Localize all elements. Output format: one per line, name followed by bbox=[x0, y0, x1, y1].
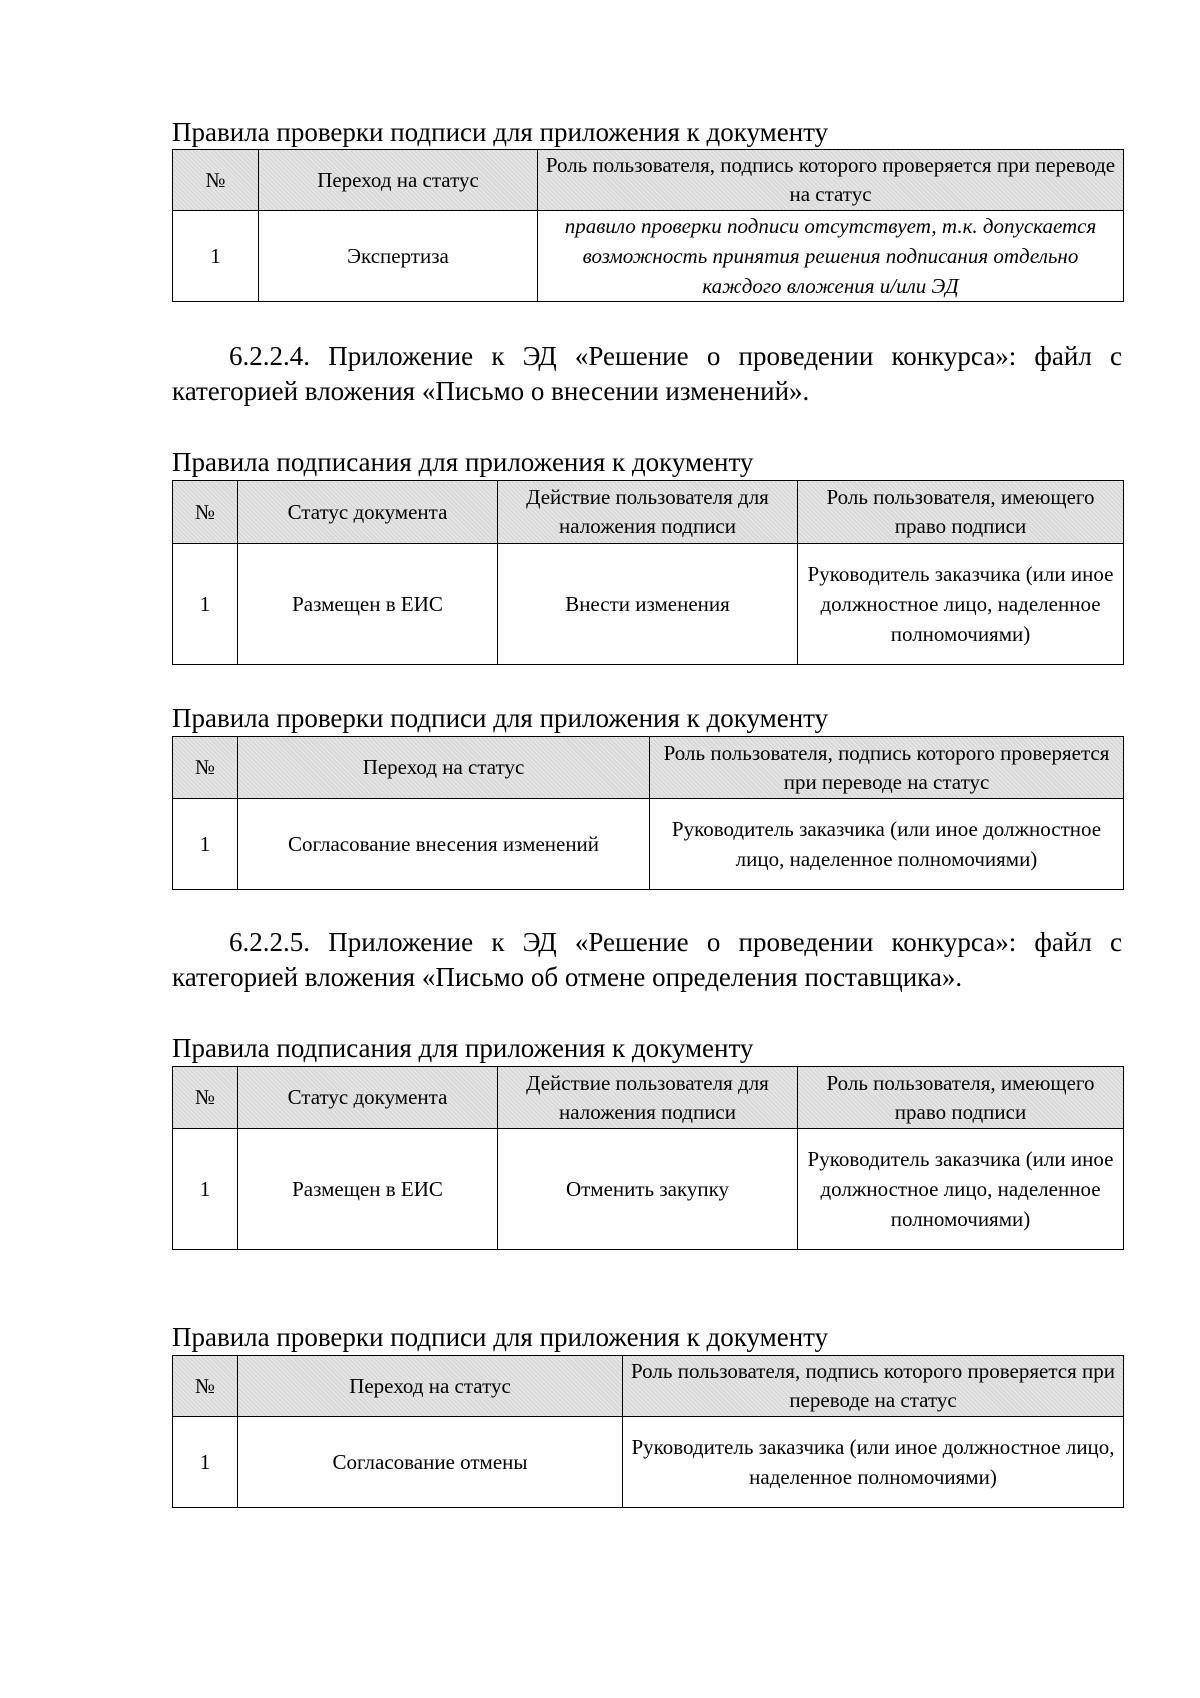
cell-role: Руководитель заказчика (или иное должностное лицо, наделенное полномочиями) bbox=[623, 1417, 1124, 1508]
header-role: Роль пользователя, подпись которого проверяется при переводе на статус bbox=[650, 737, 1124, 799]
table-caption: Правила проверки подписи для приложения к документу bbox=[172, 117, 829, 147]
signature-check-table bbox=[172, 149, 1124, 302]
table-row bbox=[173, 1129, 1124, 1250]
cell-number: 1 bbox=[173, 544, 238, 665]
cell-transition: Согласование отмены bbox=[238, 1417, 623, 1508]
table-caption: Правила проверки подписи для приложения к документу bbox=[172, 1322, 829, 1352]
header-transition: Переход на статус bbox=[259, 150, 538, 211]
table-caption: Правила подписания для приложения к документу bbox=[172, 447, 754, 477]
cell-number: 1 bbox=[173, 211, 259, 302]
header-role: Роль пользователя, подпись которого проверяется при переводе на статус bbox=[538, 150, 1124, 211]
cell-number: 1 bbox=[173, 1129, 238, 1250]
header-user-action: Действие пользователя для наложения подписи bbox=[498, 481, 798, 544]
header-doc-status: Статус документа bbox=[238, 1067, 498, 1129]
table-row bbox=[173, 1417, 1124, 1508]
header-role: Роль пользователя, имеющего право подписи bbox=[798, 1067, 1124, 1129]
table-caption: Правила проверки подписи для приложения к документу bbox=[172, 703, 829, 733]
header-number: № bbox=[173, 150, 259, 211]
cell-number: 1 bbox=[173, 1417, 238, 1508]
cell-transition: Согласование внесения изменений bbox=[238, 799, 650, 890]
cell-user-action: Внести изменения bbox=[498, 544, 798, 665]
header-transition: Переход на статус bbox=[238, 1356, 623, 1417]
header-number: № bbox=[173, 737, 238, 799]
cell-number: 1 bbox=[173, 799, 238, 890]
header-role: Роль пользователя, имеющего право подписи bbox=[798, 481, 1124, 544]
signature-check-table bbox=[172, 1355, 1124, 1508]
signing-rules-table bbox=[172, 1066, 1124, 1250]
header-role: Роль пользователя, подпись которого проверяется при переводе на статус bbox=[623, 1356, 1124, 1417]
cell-role: Руководитель заказчика (или иное должностное лицо, наделенное полномочиями) bbox=[650, 799, 1124, 890]
cell-doc-status: Размещен в ЕИС bbox=[238, 1129, 498, 1250]
table-row bbox=[173, 544, 1124, 665]
signature-check-table bbox=[172, 736, 1124, 890]
section-paragraph: 6.2.2.5. Приложение к ЭД «Решение о проведении конкурса»: файл с категорией вложения «Письмо об отмене определения поставщика». bbox=[172, 927, 1122, 992]
header-user-action: Действие пользователя для наложения подписи bbox=[498, 1067, 798, 1129]
cell-role: Руководитель заказчика (или иное должностное лицо, наделенное полномочиями) bbox=[798, 1129, 1124, 1250]
cell-user-action: Отменить закупку bbox=[498, 1129, 798, 1250]
table-caption: Правила подписания для приложения к документу bbox=[172, 1033, 754, 1063]
table-row bbox=[173, 799, 1124, 890]
header-doc-status: Статус документа bbox=[238, 481, 498, 544]
cell-role: правило проверки подписи отсутствует, т.к. допускается возможность принятия решения подписания отдельно каждого вложения и/или ЭД bbox=[538, 211, 1124, 302]
header-number: № bbox=[173, 481, 238, 544]
table-row bbox=[173, 211, 1124, 302]
header-number: № bbox=[173, 1067, 238, 1129]
cell-transition: Экспертиза bbox=[259, 211, 538, 302]
header-number: № bbox=[173, 1356, 238, 1417]
header-transition: Переход на статус bbox=[238, 737, 650, 799]
cell-role: Руководитель заказчика (или иное должностное лицо, наделенное полномочиями) bbox=[798, 544, 1124, 665]
cell-doc-status: Размещен в ЕИС bbox=[238, 544, 498, 665]
section-paragraph: 6.2.2.4. Приложение к ЭД «Решение о проведении конкурса»: файл с категорией вложения «Письмо о внесении изменений». bbox=[172, 341, 1122, 406]
signing-rules-table bbox=[172, 480, 1124, 665]
